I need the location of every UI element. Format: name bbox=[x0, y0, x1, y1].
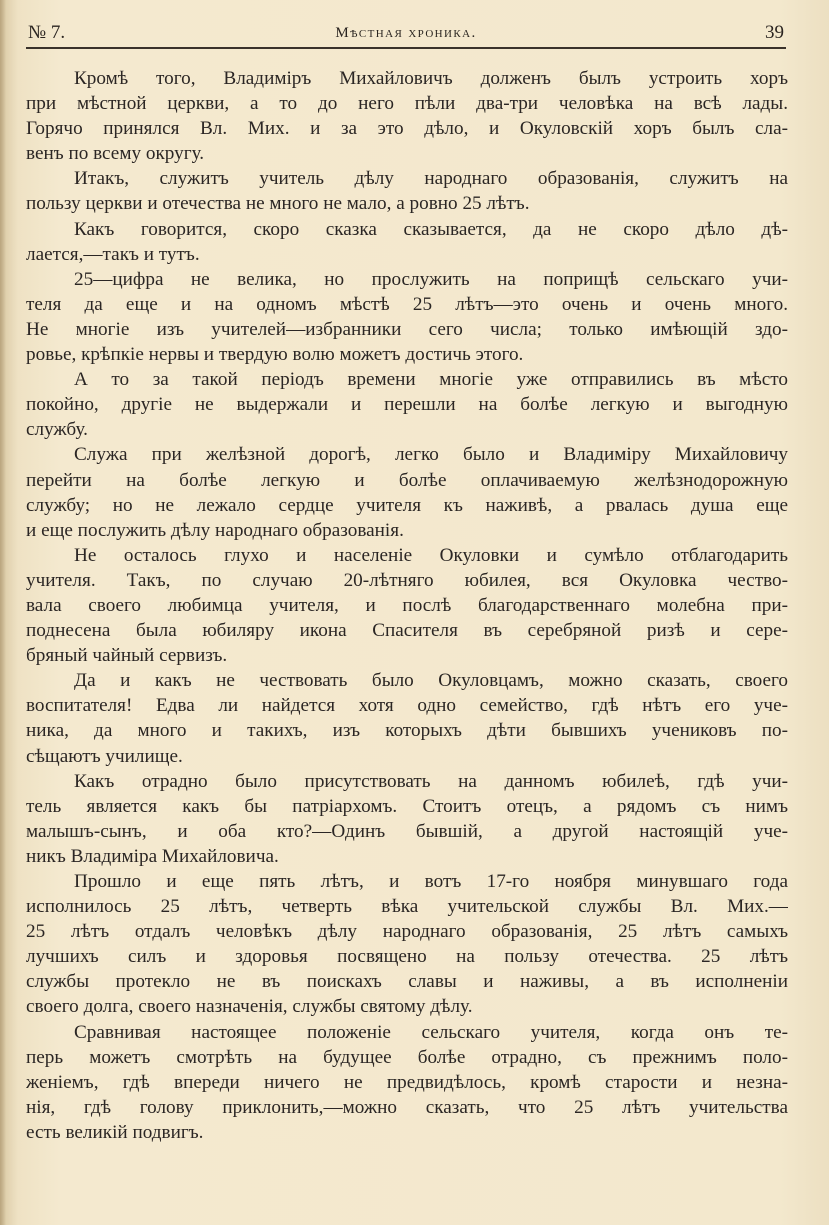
text-line: вала своего любимца учителя, и послѣ благодарственнаго молебна при- bbox=[26, 594, 788, 616]
text-line: Сравнивая настоящее положеніе сельскаго учителя, когда онъ те- bbox=[74, 1021, 788, 1043]
text-line: своего долга, своего назначенія, службы святому дѣлу. bbox=[26, 996, 473, 1018]
issue-number: № 7. bbox=[28, 22, 66, 43]
text-line: Да и какъ не чествовать было Окуловцамъ, можно сказать, своего bbox=[74, 670, 788, 692]
text-line: пользу церкви и отечества не много не мало, а ровно 25 лѣтъ. bbox=[26, 193, 530, 215]
paragraph bbox=[26, 769, 788, 869]
paragraph bbox=[26, 166, 788, 216]
text-line: А то за такой періодъ времени многіе уже отправились въ мѣсто bbox=[74, 369, 788, 391]
text-line: Какъ говорится, скоро сказка сказывается, да не скоро дѣло дѣ- bbox=[74, 218, 788, 240]
text-line: тель является какъ бы патріархомъ. Стоитъ отецъ, а рядомъ съ нимъ bbox=[26, 795, 788, 817]
text-line: Прошло и еще пять лѣтъ, и вотъ 17-го ноября минувшаго года bbox=[74, 871, 788, 892]
text-line: есть великій подвигъ. bbox=[26, 1121, 204, 1143]
page-number: 39 bbox=[765, 22, 784, 43]
text-line: лается,—такъ и тутъ. bbox=[26, 243, 200, 265]
text-line: покойно, другіе не выдержали и перешли на болѣе легкую и выгодную bbox=[26, 394, 788, 416]
text-line: при мѣстной церкви, а то до него пѣли два-три человѣка на всѣ лады. bbox=[26, 93, 788, 115]
text-line: лучшихъ силъ и здоровья посвящено на пользу отечества. 25 лѣтъ bbox=[26, 946, 788, 968]
text-line: Не многіе изъ учителей—избранники сего числа; только имѣющій здо- bbox=[26, 318, 788, 340]
text-line: 25 лѣтъ отдалъ человѣкъ дѣлу народнаго образованія, 25 лѣтъ самыхъ bbox=[26, 921, 788, 943]
text-line: учителя. Такъ, по случаю 20-лѣтняго юбилея, вся Окуловка чество- bbox=[26, 569, 788, 591]
paragraph bbox=[26, 442, 788, 542]
text-line: венъ по всему округу. bbox=[26, 143, 205, 165]
text-line: службы протекло не въ поискахъ славы и наживы, а въ исполненіи bbox=[26, 971, 788, 993]
paragraph bbox=[26, 66, 788, 166]
text-line: Горячо принялся Вл. Мих. и за это дѣло, и Окуловскій хоръ былъ сла- bbox=[26, 118, 788, 140]
text-line: Итакъ, служитъ учитель дѣлу народнаго образованія, служитъ на bbox=[74, 168, 788, 190]
text-line: никъ Владиміра Михайловича. bbox=[26, 845, 279, 867]
body-text bbox=[26, 66, 788, 1145]
paragraph bbox=[26, 267, 788, 367]
paragraph bbox=[26, 1020, 788, 1145]
text-line: Не осталось глухо и населеніе Окуловки и сумѣло отблагодарить bbox=[74, 544, 788, 566]
text-line: бряный чайный сервизъ. bbox=[26, 645, 228, 667]
paragraph bbox=[26, 217, 788, 267]
text-line: ника, да много и такихъ, изъ которыхъ дѣти бывшихъ учениковъ по- bbox=[26, 720, 788, 742]
section-title: Мѣстная хроника. bbox=[335, 25, 477, 41]
paragraph bbox=[26, 869, 788, 1020]
text-line: поднесена была юбиляру икона Спасителя въ серебряной ризѣ и сере- bbox=[26, 620, 788, 642]
text-line: сѣщаютъ училище. bbox=[26, 745, 183, 767]
text-line: воспитателя! Едва ли найдется хотя одно семейство, гдѣ нѣтъ его уче- bbox=[26, 695, 788, 717]
text-line: службу; но не лежало сердце учителя къ наживѣ, а рвалась душа еще bbox=[26, 494, 788, 516]
text-line: Какъ отрадно было присутствовать на данномъ юбилеѣ, гдѣ учи- bbox=[74, 770, 788, 792]
text-line: 25—цифра не велика, но прослужить на поприщѣ сельскаго учи- bbox=[74, 268, 788, 290]
text-line: нія, гдѣ голову приклонить,—можно сказать, что 25 лѣтъ учительства bbox=[26, 1096, 788, 1118]
text-line: теля да еще и на одномъ мѣстѣ 25 лѣтъ—это очень и очень много. bbox=[26, 293, 788, 315]
text-line: перь можетъ смотрѣть на будущее болѣе отрадно, съ прежнимъ поло- bbox=[26, 1046, 788, 1068]
text-line: Служа при желѣзной дорогѣ, легко было и Владиміру Михайловичу bbox=[74, 444, 788, 466]
paragraph bbox=[26, 668, 788, 768]
text-line: исполнилось 25 лѣтъ, четверть вѣка учительской службы Вл. Мих.— bbox=[26, 896, 788, 918]
text-line: службу. bbox=[26, 419, 88, 441]
text-line: и еще послужить дѣлу народнаго образованія. bbox=[26, 519, 404, 541]
text-line: перейти на болѣе легкую и болѣе оплачиваемую желѣзнодорожную bbox=[26, 469, 788, 491]
text-line: ровье, крѣпкіе нервы и твердую волю можетъ достичь этого. bbox=[26, 344, 524, 366]
text-line: малышъ-сынъ, и оба кто?—Одинъ бывшій, а другой настоящій уче- bbox=[26, 820, 788, 842]
page-edge-shadow bbox=[0, 0, 6, 1225]
paragraph bbox=[26, 543, 788, 668]
text-line: женіемъ, гдѣ впереди ничего не предвидѣлось, кромѣ старости и незна- bbox=[26, 1071, 788, 1093]
header-rule bbox=[26, 47, 786, 49]
running-header bbox=[28, 20, 784, 48]
text-line: Кромѣ того, Владиміръ Михайловичъ долженъ былъ устроить хоръ bbox=[74, 68, 788, 89]
paragraph bbox=[26, 367, 788, 442]
